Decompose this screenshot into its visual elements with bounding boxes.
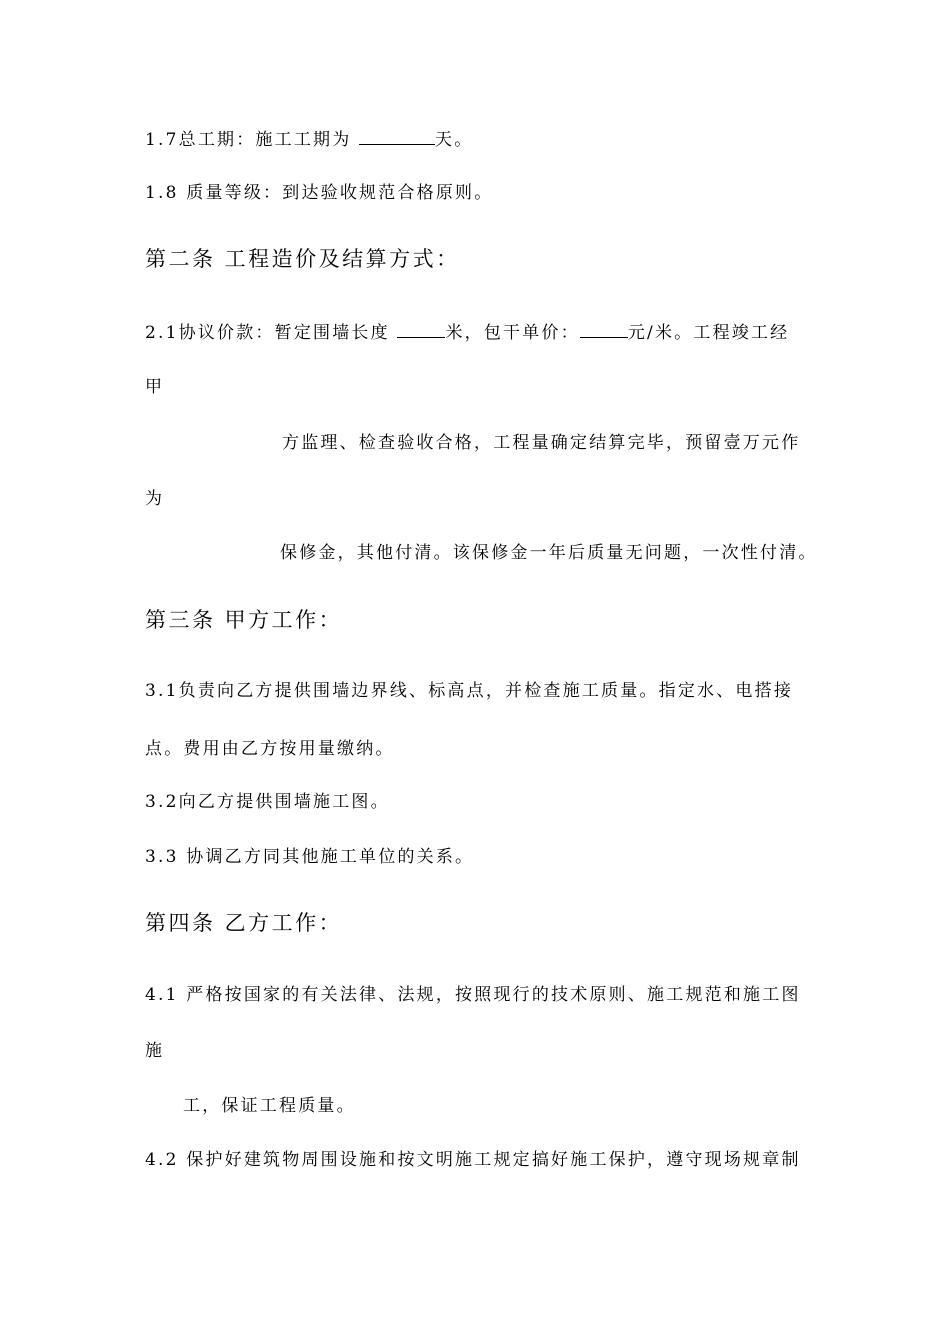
clause-1-8: 1.8 质量等级：到达验收规范合格原则。	[145, 183, 494, 203]
article-3-heading: 第三条 甲方工作：	[145, 608, 343, 632]
clause-3-2: 3.2向乙方提供围墙施工图。	[145, 792, 390, 812]
clause-2-1-wrap-2: 为	[145, 489, 165, 509]
blank-wall-length-field	[397, 323, 445, 338]
clause-3-1-line-2: 点。费用由乙方按用量缴纳。	[145, 739, 395, 759]
clause-1-7-text: 1.7总工期：施工工期为	[145, 130, 360, 150]
clause-2-1-wrap-1: 甲	[145, 377, 165, 397]
clause-4-1-line-2: 工，保证工程质量。	[183, 1096, 356, 1116]
clause-2-1-line-1	[145, 323, 789, 342]
article-4-heading: 第四条 乙方工作：	[145, 911, 343, 935]
article-2-heading: 第二条 工程造价及结算方式：	[145, 247, 460, 271]
clause-2-1-unit-price-label: 米，包干单价：	[445, 323, 580, 343]
clause-4-1-line-1: 4.1 严格按国家的有关法律、法规，按照现行的技术原则、施工规范和施工图	[145, 985, 801, 1005]
clause-3-1-line-1: 3.1负责向乙方提供围墙边界线、标高点，并检查施工质量。指定水、电搭接	[145, 681, 794, 701]
clause-1-7-suffix: 天。	[435, 130, 474, 150]
clause-2-1-line-2: 方监理、检查验收合格，工程量确定结算完毕，预留壹万元作	[282, 433, 801, 453]
clause-4-1-wrap-1: 施	[145, 1041, 165, 1061]
clause-1-7	[145, 130, 473, 149]
clause-2-1-tail: 元/米。工程竣工经	[627, 323, 790, 343]
clause-4-2-line-1: 4.2 保护好建筑物周围设施和按文明施工规定搞好施工保护，遵守现场规章制	[145, 1150, 801, 1170]
blank-duration-field	[359, 130, 435, 145]
clause-2-1-text: 2.1协议价款：暂定围墙长度	[145, 323, 398, 343]
clause-2-1-line-3: 保修金，其他付清。该保修金一年后质量无问题，一次性付清。	[280, 543, 818, 563]
blank-unit-price-field	[580, 323, 628, 338]
clause-3-3: 3.3 协调乙方同其他施工单位的关系。	[145, 847, 475, 867]
